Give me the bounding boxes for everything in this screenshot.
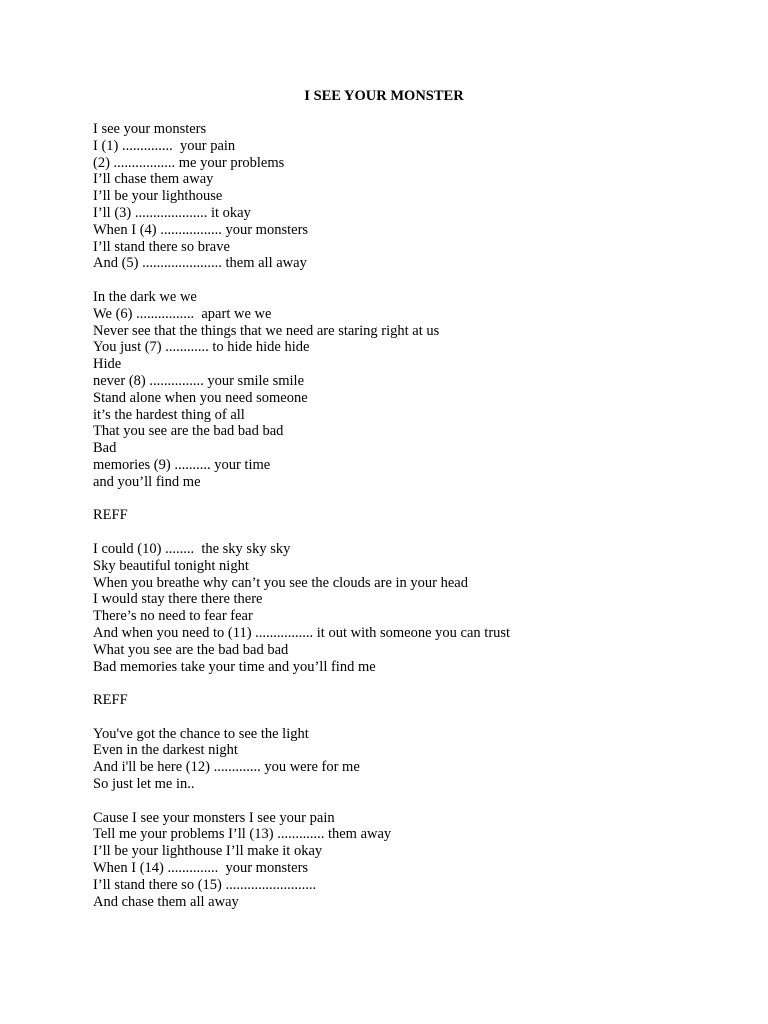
lyric-line: I could (10) ........ the sky sky sky xyxy=(93,540,291,557)
lyric-line: I’ll be your lighthouse I’ll make it okay xyxy=(93,843,323,860)
lyric-line: Tell me your problems I’ll (13) ............. them away xyxy=(93,826,392,843)
lyric-line: Sky beautiful tonight night xyxy=(93,557,249,574)
lyric-line: We (6) ................ apart we we xyxy=(93,305,272,322)
lyric-line: There’s no need to fear fear xyxy=(93,608,253,625)
lyrics-body xyxy=(93,121,733,927)
lyric-line: When I (14) .............. your monsters xyxy=(93,860,309,877)
lyric-line: What you see are the bad bad bad xyxy=(93,641,289,658)
lyric-line: REFF xyxy=(93,692,128,709)
lyric-line: I’ll stand there so (15) ......................... xyxy=(93,876,317,893)
stanza xyxy=(93,726,733,793)
lyric-line: never (8) ............... your smile smile xyxy=(93,372,305,389)
lyric-line: (2) ................. me your problems xyxy=(93,154,285,171)
stanza xyxy=(93,810,733,911)
lyric-line: I’ll be your lighthouse xyxy=(93,188,223,205)
lyric-line: and you’ll find me xyxy=(93,473,201,490)
lyric-line: Never see that the things that we need are staring right at us xyxy=(93,322,440,339)
stanza xyxy=(93,541,733,675)
lyric-line: So just let me in.. xyxy=(93,776,195,793)
lyric-line: And i'll be here (12) ............. you were for me xyxy=(93,759,360,776)
lyric-line: Bad xyxy=(93,440,117,457)
stanza xyxy=(93,121,733,272)
lyric-line: it’s the hardest thing of all xyxy=(93,406,245,423)
lyric-line: In the dark we we xyxy=(93,288,197,305)
lyric-line: Bad memories take your time and you’ll find me xyxy=(93,658,376,675)
lyric-line: When you breathe why can’t you see the clouds are in your head xyxy=(93,574,468,591)
lyric-line: I’ll chase them away xyxy=(93,171,214,188)
lyric-line: And when you need to (11) ................ it out with someone you can trust xyxy=(93,624,511,641)
lyric-line: When I (4) ................. your monsters xyxy=(93,221,309,238)
lyric-line: Hide xyxy=(93,356,122,373)
lyric-line: And chase them all away xyxy=(93,893,239,910)
lyric-line: I (1) .............. your pain xyxy=(93,137,236,154)
stanza xyxy=(93,507,733,524)
lyric-line: That you see are the bad bad bad xyxy=(93,423,284,440)
lyric-line: REFF xyxy=(93,507,128,524)
lyric-line: I see your monsters xyxy=(93,121,207,137)
lyric-line: You've got the chance to see the light xyxy=(93,725,309,742)
lyric-line: Even in the darkest night xyxy=(93,742,238,759)
lyric-line: I’ll stand there so brave xyxy=(93,238,230,255)
lyric-line: Cause I see your monsters I see your pain xyxy=(93,809,335,826)
lyric-line: memories (9) .......... your time xyxy=(93,456,271,473)
lyric-line: Stand alone when you need someone xyxy=(93,389,308,406)
stanza xyxy=(93,289,733,491)
lyric-line: I would stay there there there xyxy=(93,591,263,608)
lyric-line: I’ll (3) .................... it okay xyxy=(93,204,251,221)
page-title: I SEE YOUR MONSTER xyxy=(304,88,464,104)
stanza xyxy=(93,692,733,709)
lyric-line: And (5) ...................... them all away xyxy=(93,255,307,272)
lyric-line: You just (7) ............ to hide hide hide xyxy=(93,339,310,356)
